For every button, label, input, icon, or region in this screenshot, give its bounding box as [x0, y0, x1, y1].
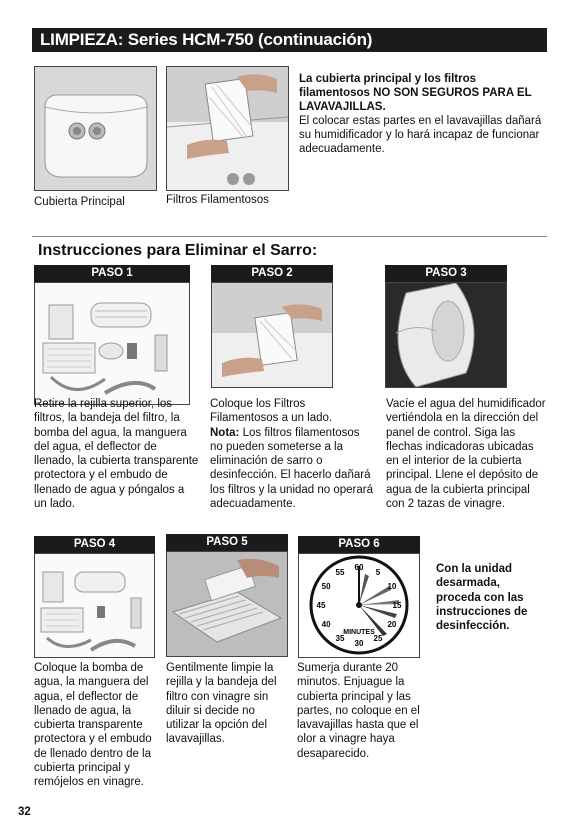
clock-number-25: 25	[373, 633, 383, 643]
step-4-label: PASO 4	[34, 536, 155, 553]
step-3	[385, 265, 507, 388]
timer-clock	[299, 554, 419, 657]
warning-text: El colocar estas partes en el lavavajillas dañará su humidificador y lo hará incapaz de funcionar adecuadamente.	[299, 115, 542, 155]
section-title: Instrucciones para Eliminar el Sarro:	[38, 242, 318, 259]
clock-number-50: 50	[321, 582, 331, 591]
step-5-clean-image	[166, 551, 288, 657]
timer-minutes-label: MINUTES	[343, 629, 375, 636]
clock-number-10: 10	[387, 582, 397, 591]
step-6-text: Sumerja durante 20 minutos. Enjuague la cubierta principal y las partes, no coloque en el lavavajillas hasta que el olor a vinagre haya desaparecido.	[297, 662, 420, 760]
clock-number-15: 15	[392, 601, 402, 610]
step-2-label: PASO 2	[211, 265, 333, 282]
step-1-label: PASO 1	[34, 265, 190, 282]
step-5	[166, 534, 288, 657]
step-6	[298, 536, 420, 658]
warning-bold: La cubierta principal y los filtros filamentosos NO SON SEGUROS PARA EL LAVAVAJILLAS.	[299, 73, 532, 113]
step-2-note-label: Nota:	[210, 426, 240, 439]
step-2-text	[210, 397, 375, 511]
step-3-text: Vacíe el agua del humidificador vertiéndola en la dirección del panel de control. Siga las flechas indicadoras ubicadas en el interior de la cubierta principal. Llene el depósito de agua de la cubierta principal con 2 tazas de vinagre.	[386, 398, 546, 511]
step-4	[34, 536, 155, 658]
step-1-text: Retire la rejilla superior, los filtros, la bandeja del filtro, la bomba del agua, la manguera del agua, el deflector de llenado, la cubierta transparente protectora y el embudo de llenado de agua y póngalos a un lado.	[34, 398, 199, 511]
step-3-label: PASO 3	[385, 265, 507, 282]
clock-number-30: 30	[354, 639, 364, 648]
main-cover-photo	[34, 66, 157, 191]
clock-number-40: 40	[321, 620, 331, 629]
wick-filters-caption: Filtros Filamentosos	[166, 194, 269, 206]
step-4-parts-image	[34, 553, 155, 658]
step-1-parts-image	[34, 282, 190, 405]
step-4-text: Coloque la bomba de agua, la manguera del agua, el deflector de llenado de agua, la cubierta transparente protectora y el embudo de llenado dentro de la cubierta principal y remójelos en vinagre.	[34, 662, 152, 789]
clock-number-35: 35	[335, 633, 345, 643]
clock-number-5: 5	[375, 568, 381, 578]
step-5-label: PASO 5	[166, 534, 288, 551]
wick-filters-photo	[166, 66, 289, 191]
clock-number-55: 55	[335, 568, 345, 578]
clock-number-60: 60	[354, 563, 364, 572]
page-number: 32	[18, 806, 31, 818]
step-2-text-2: Los filtros filamentosos no pueden someterse a la eliminación de sarro o desinfección. El hacerlo dañará los filtros y la unidad no operará adecuadamente.	[210, 426, 374, 511]
step-6-label: PASO 6	[298, 536, 420, 553]
step-6-timer-image	[298, 553, 420, 658]
divider	[32, 236, 547, 237]
step-1	[34, 265, 190, 405]
step-5-text: Gentilmente limpie la rejilla y la bandeja del filtro con vinagre sin diluir si decide no utilizar la opción del lavavajillas.	[166, 662, 277, 746]
dishwasher-warning	[299, 72, 544, 156]
step-2-filter-image	[211, 282, 333, 388]
clock-number-20: 20	[387, 620, 397, 629]
clock-number-45: 45	[316, 601, 326, 610]
page-title: LIMPIEZA: Series HCM-750 (continuación)	[32, 28, 547, 52]
step-2	[211, 265, 333, 388]
disassembled-note: Con la unidad desarmada, proceda con las instrucciones de desinfección.	[436, 563, 528, 633]
main-cover-caption: Cubierta Principal	[34, 196, 125, 208]
step-2-text-1: Coloque los Filtros Filamentosos a un lado.	[210, 398, 333, 425]
step-3-pour-image	[385, 282, 507, 388]
